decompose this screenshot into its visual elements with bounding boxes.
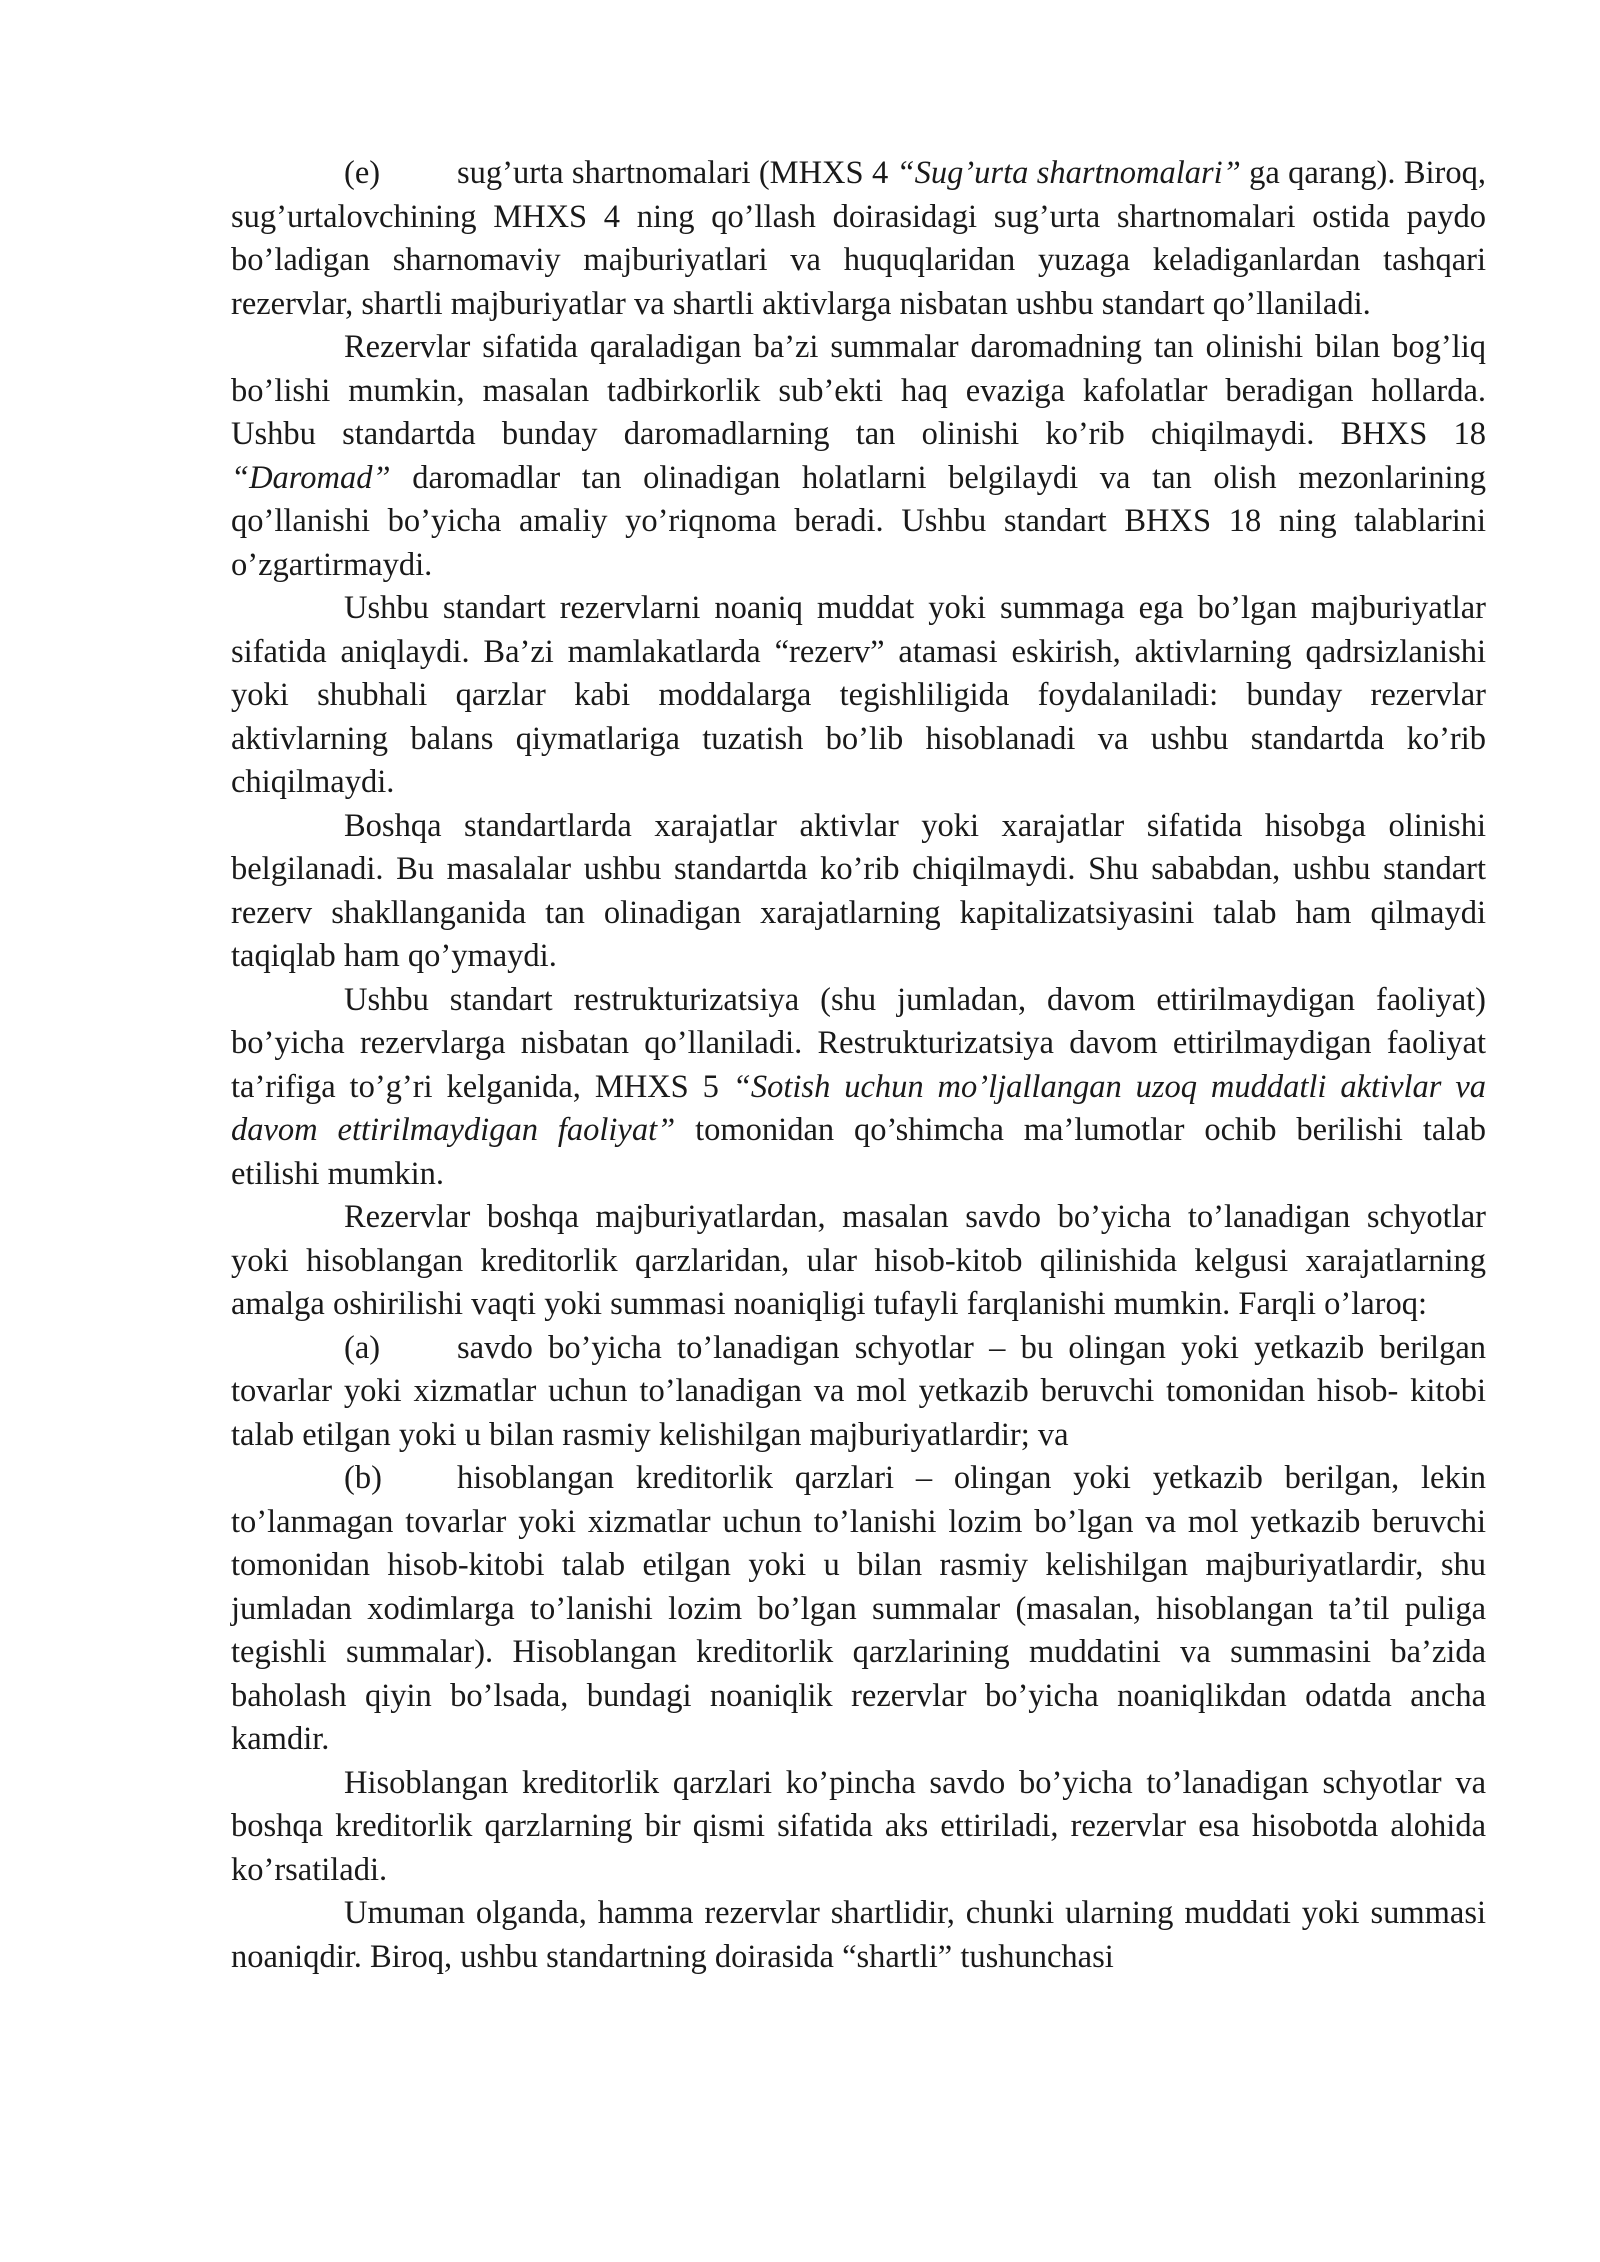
paragraph-revenue <box>231 326 1486 587</box>
paragraph-distinction: Rezervlar boshqa majburiyatlardan, masalan savdo bo’yicha to’lanadigan schyotlar yoki hisoblangan kreditorlik qarzlaridan, ular hisob-kitob qilinishida kelgusi xarajatlarning amalga oshirilishi vaqti yoki summasi noaniqligi tufayli farqlanishi mumkin. Farqli o’laroq: <box>231 1199 1486 1322</box>
standard-title: “Sug’urta shartnomalari” <box>896 155 1241 191</box>
paragraph-text: sug’urta shartnomalari (MHXS 4 <box>457 155 897 191</box>
paragraph-text: savdo bo’yicha to’lanadigan schyotlar – bu olingan yoki yetkazib berilgan tovarlar yoki xizmatlar uchun to’lanadigan va mol yetkazib beruvchi tomonidan hisob- kitobi talab etilgan yoki u bilan rasmiy kelishilgan majburiyatlardir; va <box>231 1329 1486 1453</box>
paragraph-text: hisoblangan kreditorlik qarzlari – olingan yoki yetkazib berilgan, lekin to’lanmagan tovarlar yoki xizmatlar uchun to’lanishi lozim bo’lgan va mol yetkazib beruvchi tomonidan hisob-kitobi talab etilgan yoki u bilan rasmiy kelishilgan majburiyatlardir, shu jumladan xodimlarga to’lanishi lozim bo’lgan summalar (masalan, hisoblangan ta’til puliga tegishli summalar). Hisoblangan kreditorlik qarzlarining muddatini va summasini ba’zida baholash qiyin bo’lsada, bundagi noaniqlik rezervlar bo’yicha noaniqlikdan odatda ancha kamdir. <box>231 1460 1486 1757</box>
paragraph-restructuring <box>231 979 1486 1197</box>
list-marker: (e) <box>344 155 381 191</box>
list-marker: (a) <box>344 1329 381 1366</box>
paragraph-other-standards: Boshqa standartlarda xarajatlar aktivlar yoki xarajatlar sifatida hisobga olinishi belgilanadi. Bu masalalar ushbu standartda ko’rib chiqilmaydi. Shu sababdan, ushbu standart rezerv shakllanganida tan olinadigan xarajatlarning kapitalizatsiyasini talab ham qilmaydi taqiqlab ham qo’ymaydi. <box>231 807 1486 974</box>
document-page <box>231 152 1486 1979</box>
standard-title: “Sotish uchun mo’ljallangan uzoq muddatli aktivlar va davom ettirilmaydigan faoliyat” <box>231 1068 1487 1148</box>
paragraph-accruals: Hisoblangan kreditorlik qarzlari ko’pincha savdo bo’yicha to’lanadigan schyotlar va boshqa kreditorlik qarzlarning bir qismi sifatida aks ettiriladi, rezervlar esa hisobotda alohida ko’rsatiladi. <box>231 1764 1486 1888</box>
paragraph-text: daromadlar tan olinadigan holatlarni belgilaydi va tan olish mezonlarining qo’llanishi bo’yicha amaliy yo’riqnoma beradi. Ushbu standart BHXS 18 ning talablarini o’zgartirmaydi. <box>231 459 1486 583</box>
paragraph-item-b <box>231 1457 1486 1762</box>
paragraph-text: Ushbu standart restrukturizatsiya (shu jumladan, davom ettirilmaydigan faoliyat) bo’yicha rezervlarga nisbatan qo’llaniladi. Restrukturizatsiya davom ettirilmaydigan faoliyat ta’rifiga to’g’ri kelganida, MHXS 5 <box>231 981 1486 1105</box>
paragraph-definition: Ushbu standart rezervlarni noaniq muddat yoki summaga ega bo’lgan majburiyatlar sifatida aniqlaydi. Ba’zi mamlakatlarda “rezerv” atamasi eskirish, aktivlarning qadrsizlanishi yoki shubhali qarzlar kabi moddalarga tegishliligida foydalaniladi: bunday rezervlar aktivlarning balans qiymatlariga tuzatish bo’lib hisoblanadi va ushbu standartda ko’rib chiqilmaydi. <box>231 590 1486 800</box>
paragraph-text: tomonidan qo’shimcha ma’lumotlar ochib berilishi talab etilishi mumkin. <box>231 1112 1486 1192</box>
paragraph-item-a <box>231 1327 1486 1458</box>
paragraph-contingent: Umuman olganda, hamma rezervlar shartlidir, chunki ularning muddati yoki summasi noaniqdir. Biroq, ushbu standartning doirasida “shartli” tushunchasi <box>231 1895 1486 1975</box>
paragraph-item-e <box>231 152 1486 326</box>
paragraph-text: ga qarang). Biroq, sug’urtalovchining MHXS 4 ning qo’llash doirasidagi sug’urta shartnomalari ostida paydo bo’ladigan sharnomaviy majburiyatlari va huquqlaridan yuzaga keladiganlardan tashqari rezervlar, shartli majburiyatlar va shartli aktivlarga nisbatan ushbu standart qo’llaniladi. <box>231 155 1487 322</box>
list-marker: (b) <box>344 1460 382 1496</box>
paragraph-text: Rezervlar sifatida qaraladigan ba’zi summalar daromadning tan olinishi bilan bog’liq bo’lishi mumkin, masalan tadbirkorlik sub’ekti haq evaziga kafolatlar beradigan hollarda. Ushbu standartda bunday daromadlarning tan olinishi ko’rib chiqilmaydi. BHXS 18 <box>231 329 1486 452</box>
standard-title: “Daromad” <box>231 459 391 496</box>
